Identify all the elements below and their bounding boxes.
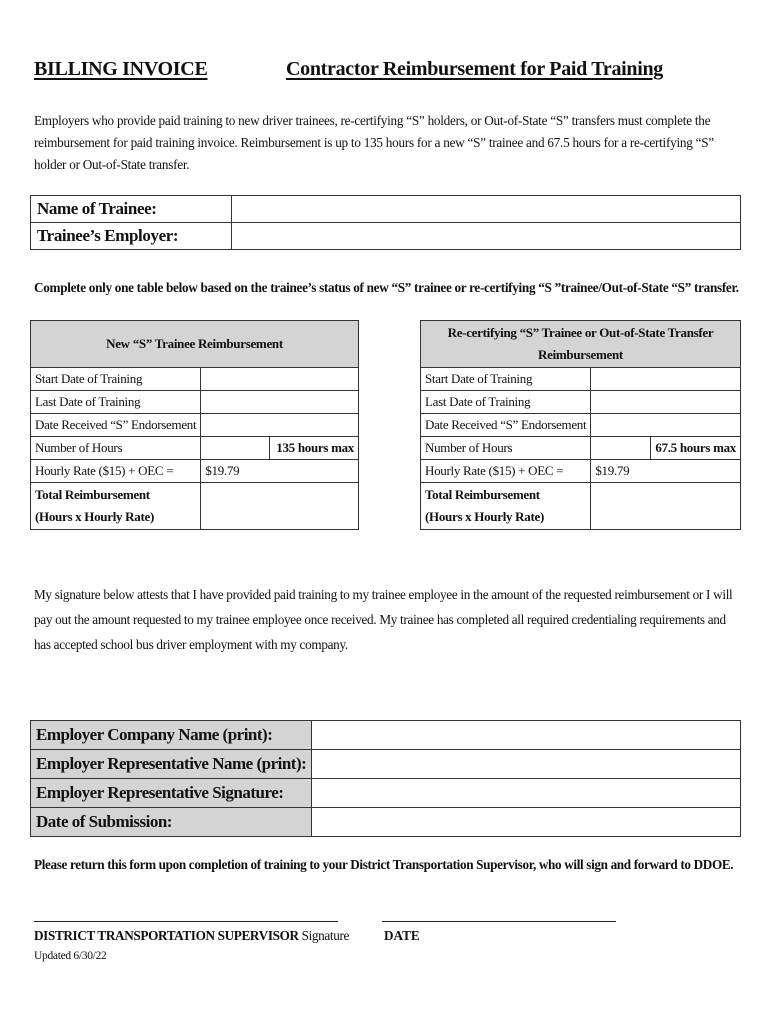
last-date-label: Last Date of Training xyxy=(421,391,591,414)
recert-date-received-field[interactable] xyxy=(591,414,741,437)
total-label-line1: Total Reimbursement xyxy=(425,487,540,502)
employer-rep-signature-field[interactable] xyxy=(312,779,741,808)
rate-value: $19.79 xyxy=(591,460,741,483)
employer-rep-name-field[interactable] xyxy=(312,750,741,779)
date-of-submission-label: Date of Submission: xyxy=(31,808,312,837)
trainee-info-table xyxy=(30,195,741,250)
trainee-name-field[interactable] xyxy=(232,196,741,223)
recert-total-field[interactable] xyxy=(591,483,741,530)
new-trainee-table xyxy=(30,320,359,530)
signature-word: Signature xyxy=(298,928,350,943)
date-received-label: Date Received “S” Endorsement xyxy=(421,414,591,437)
total-label-line2: (Hours x Hourly Rate) xyxy=(425,509,544,524)
intro-paragraph: Employers who provide paid training to new driver trainees, re-certifying “S” holders, or Out-of-State “S” transfers must complete the reimbursement for paid training invoice. Reimbursement is up to 135 hours for a new “S” trainee and 67.5 hours for a re-certifying “S” holder or Out-of-State transfer. xyxy=(34,113,714,172)
trainee-employer-row xyxy=(31,223,741,250)
table-row xyxy=(31,437,359,460)
table-row xyxy=(31,414,359,437)
rate-label: Hourly Rate ($15) + OEC = xyxy=(31,460,201,483)
rate-label: Hourly Rate ($15) + OEC = xyxy=(421,460,591,483)
table-row xyxy=(421,368,741,391)
table-row xyxy=(31,483,359,530)
last-date-label: Last Date of Training xyxy=(31,391,201,414)
attestation-paragraph: My signature below attests that I have provided paid training to my trainee employee in the amount of the requested reimbursement or I will pay out the amount requested to my trainee employee once received. My trainee has completed all required credentialing requirements and has accepted school bus driver employment with my company. xyxy=(34,587,733,652)
total-label xyxy=(421,483,591,530)
date-received-label: Date Received “S” Endorsement xyxy=(31,414,201,437)
return-instructions: Please return this form upon completion of training to your District Transportation Supervisor, who will sign and forward to DDOE. xyxy=(34,857,734,872)
billing-invoice-title: BILLING INVOICE xyxy=(34,58,208,80)
trainee-name-label: Name of Trainee: xyxy=(31,196,232,223)
table-row xyxy=(31,721,741,750)
table-row xyxy=(421,391,741,414)
table-instruction: Complete only one table below based on the trainee’s status of new “S” trainee or re-certifying “S ”trainee/Out-of-State “S” transfer. xyxy=(34,280,739,295)
contractor-reimbursement-title: Contractor Reimbursement for Paid Training xyxy=(286,58,664,80)
table-row xyxy=(421,483,741,530)
employer-info-table xyxy=(30,720,741,837)
total-label-line1: Total Reimbursement xyxy=(35,487,150,502)
table-row xyxy=(31,750,741,779)
trainee-employer-field[interactable] xyxy=(232,223,741,250)
title-row xyxy=(34,58,664,84)
table-row xyxy=(31,368,359,391)
employer-company-field[interactable] xyxy=(312,721,741,750)
trainee-name-row xyxy=(31,196,741,223)
table-row xyxy=(421,460,741,483)
table-row xyxy=(31,808,741,837)
updated-date: Updated 6/30/22 xyxy=(34,950,107,962)
table-row xyxy=(421,437,741,460)
recert-trainee-table xyxy=(420,320,741,530)
table-row xyxy=(421,414,741,437)
new-hours-field[interactable] xyxy=(201,437,270,460)
date-label: DATE xyxy=(384,928,420,943)
hours-label: Number of Hours xyxy=(421,437,591,460)
hours-max-label: 135 hours max xyxy=(270,437,359,460)
date-of-submission-field[interactable] xyxy=(312,808,741,837)
new-trainee-table-title: New “S” Trainee Reimbursement xyxy=(31,321,359,368)
employer-rep-name-label: Employer Representative Name (print): xyxy=(31,750,312,779)
recert-start-date-field[interactable] xyxy=(591,368,741,391)
hours-max-label: 67.5 hours max xyxy=(651,437,741,460)
table-row xyxy=(31,779,741,808)
supervisor-signature-label xyxy=(34,928,349,944)
hours-label: Number of Hours xyxy=(31,437,201,460)
date-signature-line[interactable] xyxy=(382,921,616,922)
employer-rep-signature-label: Employer Representative Signature: xyxy=(31,779,312,808)
employer-company-label: Employer Company Name (print): xyxy=(31,721,312,750)
new-total-field[interactable] xyxy=(201,483,359,530)
new-last-date-field[interactable] xyxy=(201,391,359,414)
table-row xyxy=(31,391,359,414)
start-date-label: Start Date of Training xyxy=(421,368,591,391)
supervisor-signature-line[interactable] xyxy=(34,921,338,922)
trainee-employer-label: Trainee’s Employer: xyxy=(31,223,232,250)
recert-table-title: Re-certifying “S” Trainee or Out-of-State Transfer Reimbursement xyxy=(421,321,741,368)
start-date-label: Start Date of Training xyxy=(31,368,201,391)
total-label xyxy=(31,483,201,530)
new-date-received-field[interactable] xyxy=(201,414,359,437)
new-start-date-field[interactable] xyxy=(201,368,359,391)
total-label-line2: (Hours x Hourly Rate) xyxy=(35,509,154,524)
supervisor-title: DISTRICT TRANSPORTATION SUPERVISOR xyxy=(34,928,299,943)
table-row xyxy=(31,460,359,483)
rate-value: $19.79 xyxy=(201,460,359,483)
recert-hours-field[interactable] xyxy=(591,437,651,460)
recert-last-date-field[interactable] xyxy=(591,391,741,414)
